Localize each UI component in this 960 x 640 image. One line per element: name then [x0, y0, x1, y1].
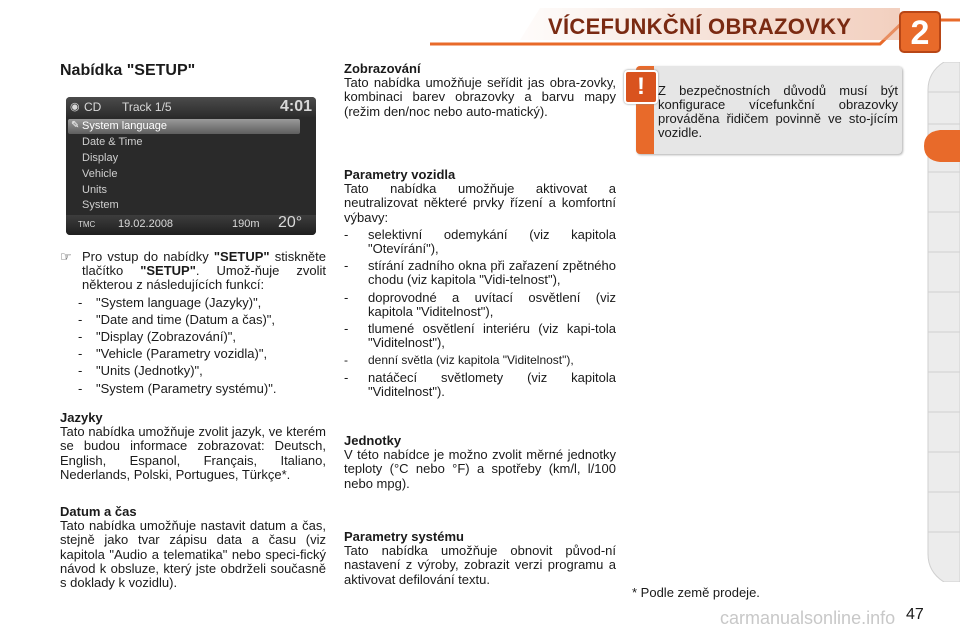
screen-menu-item: System [82, 199, 119, 211]
list-item: - "Units (Jednotky)", [78, 363, 203, 379]
screen-menu-item: Display [82, 152, 119, 164]
warning-icon: ! [624, 70, 658, 104]
languages-text: Tato nabídka umožňuje zvolit jazyk, ve kterém se budou informace zobrazovat: Deutsch, English, Espanol, Français, Italiano, Nederlands, Polski, Portugues, Türkçe*. [60, 424, 326, 482]
list-item: - doprovodné a uvítací osvětlení (viz kapitola "Viditelnost"), [344, 289, 616, 319]
system-text: Tato nabídka umožňuje obnovit původ-ní nastavení z výroby, zobrazit verzi programu a aktivovat defilování textu. [344, 543, 616, 587]
setup-menu-screen-photo [66, 97, 316, 235]
units-text: V této nabídce je možno zvolit měrné jednotky teploty (°C nebo °F) a spotřeby (km/l, l/100 nebo mpg). [344, 447, 616, 491]
datetime-section [60, 505, 326, 590]
intro-paragraph: ☞ Pro vstup do nabídky "SETUP" stiskněte tlačítko "SETUP". Umož-ňuje zvolit některou z následujících funkcí: - "System language (Jazyky)", - "Date and time (Datum a čas)", - "Display (Zobrazování)", - "Vehicle (Parametry vozidla)", - "Units (Jednotky)", - "System (Parametry systému)". [60, 249, 326, 396]
disc-icon: ◉ [70, 101, 80, 113]
page-number: 47 [906, 606, 924, 623]
screen-menu-item: Units [82, 184, 108, 196]
screen-temperature: 20° [278, 214, 303, 231]
list-item: - stírání zadního okna při zařazení zpětného chodu (viz kapitola "Vidi-telnost"), [344, 258, 616, 288]
list-item: - "Date and time (Datum a čas)", [78, 311, 276, 327]
list-item: - natáčecí světlomety (viz kapitola "Viditelnost"). [344, 369, 616, 399]
section-title: Nabídka "SETUP" [60, 62, 196, 79]
screen-clock: 4:01 [280, 98, 313, 115]
setup-options-list [60, 296, 326, 396]
system-heading: Parametry systému [344, 529, 464, 544]
screen-menu-item: Date & Time [82, 136, 143, 148]
watermark: carmanualsonline.info [720, 608, 896, 628]
units-section [344, 434, 616, 491]
vehicle-heading: Parametry vozidla [344, 167, 456, 182]
wrench-icon: ✎ [71, 120, 80, 131]
footnote: * Podle země prodeje. [632, 585, 760, 600]
pointing-hand-icon: ☞ [60, 249, 72, 264]
list-item: - selektivní odemykání (viz kapitola "Otevírání"), [344, 226, 616, 257]
list-item: - tlumené osvětlení interiéru (viz kapi-tola "Viditelnost"), [344, 321, 616, 351]
datetime-heading: Datum a čas [60, 504, 137, 519]
list-item: - denní světla (viz kapitola "Viditelnost"), [344, 353, 574, 368]
screen-source: CD [84, 100, 102, 114]
languages-section [60, 411, 326, 482]
list-item: - "System (Parametry systému)". [78, 380, 277, 396]
screen-status-left: TMC [78, 220, 96, 229]
vehicle-text: Tato nabídka umožňuje aktivovat a neutralizovat některé prvky řízení a komfortní výbavy: [344, 181, 616, 225]
datetime-text: Tato nabídka umožňuje nastavit datum a čas, stejně jako tvar zápisu data a času (viz kapitola "Audio a telematika" nebo speci-fický návod k obsluze, který jste obdrželi současně s doklady k vozidlu). [60, 518, 326, 591]
side-tab-strip [914, 62, 960, 582]
system-section [344, 530, 616, 587]
screen-menu-item: System language [82, 120, 167, 132]
list-item: - "System language (Jazyky)", [78, 294, 262, 310]
vehicle-list [344, 228, 616, 399]
list-item: - "Vehicle (Parametry vozidla)", [78, 346, 268, 362]
vehicle-section [344, 168, 616, 399]
list-item: - "Display (Zobrazování)", [78, 329, 236, 345]
chapter-number: 2 [910, 14, 930, 52]
page-header-title: VÍCEFUNKČNÍ OBRAZOVKY [548, 14, 852, 39]
display-text: Tato nabídka umožňuje seřídit jas obra-zovky, kombinaci barev obrazovky a barvu mapy (režim den/noc nebo auto-matický). [344, 75, 616, 119]
warning-text: Z bezpečnostních důvodů musí být konfigurace vícefunkční obrazovky prováděna řidičem povinně ve sto-jícím vozidle. [658, 83, 898, 140]
languages-heading: Jazyky [60, 410, 103, 425]
screen-menu-item: Vehicle [82, 168, 118, 180]
screen-distance: 190m [232, 218, 260, 230]
screen-track: Track 1/5 [122, 100, 172, 114]
units-heading: Jednotky [344, 433, 402, 448]
screen-date: 19.02.2008 [118, 218, 174, 230]
display-heading: Zobrazování [344, 61, 421, 76]
screen-top-bar [66, 97, 316, 117]
display-section [344, 62, 616, 119]
